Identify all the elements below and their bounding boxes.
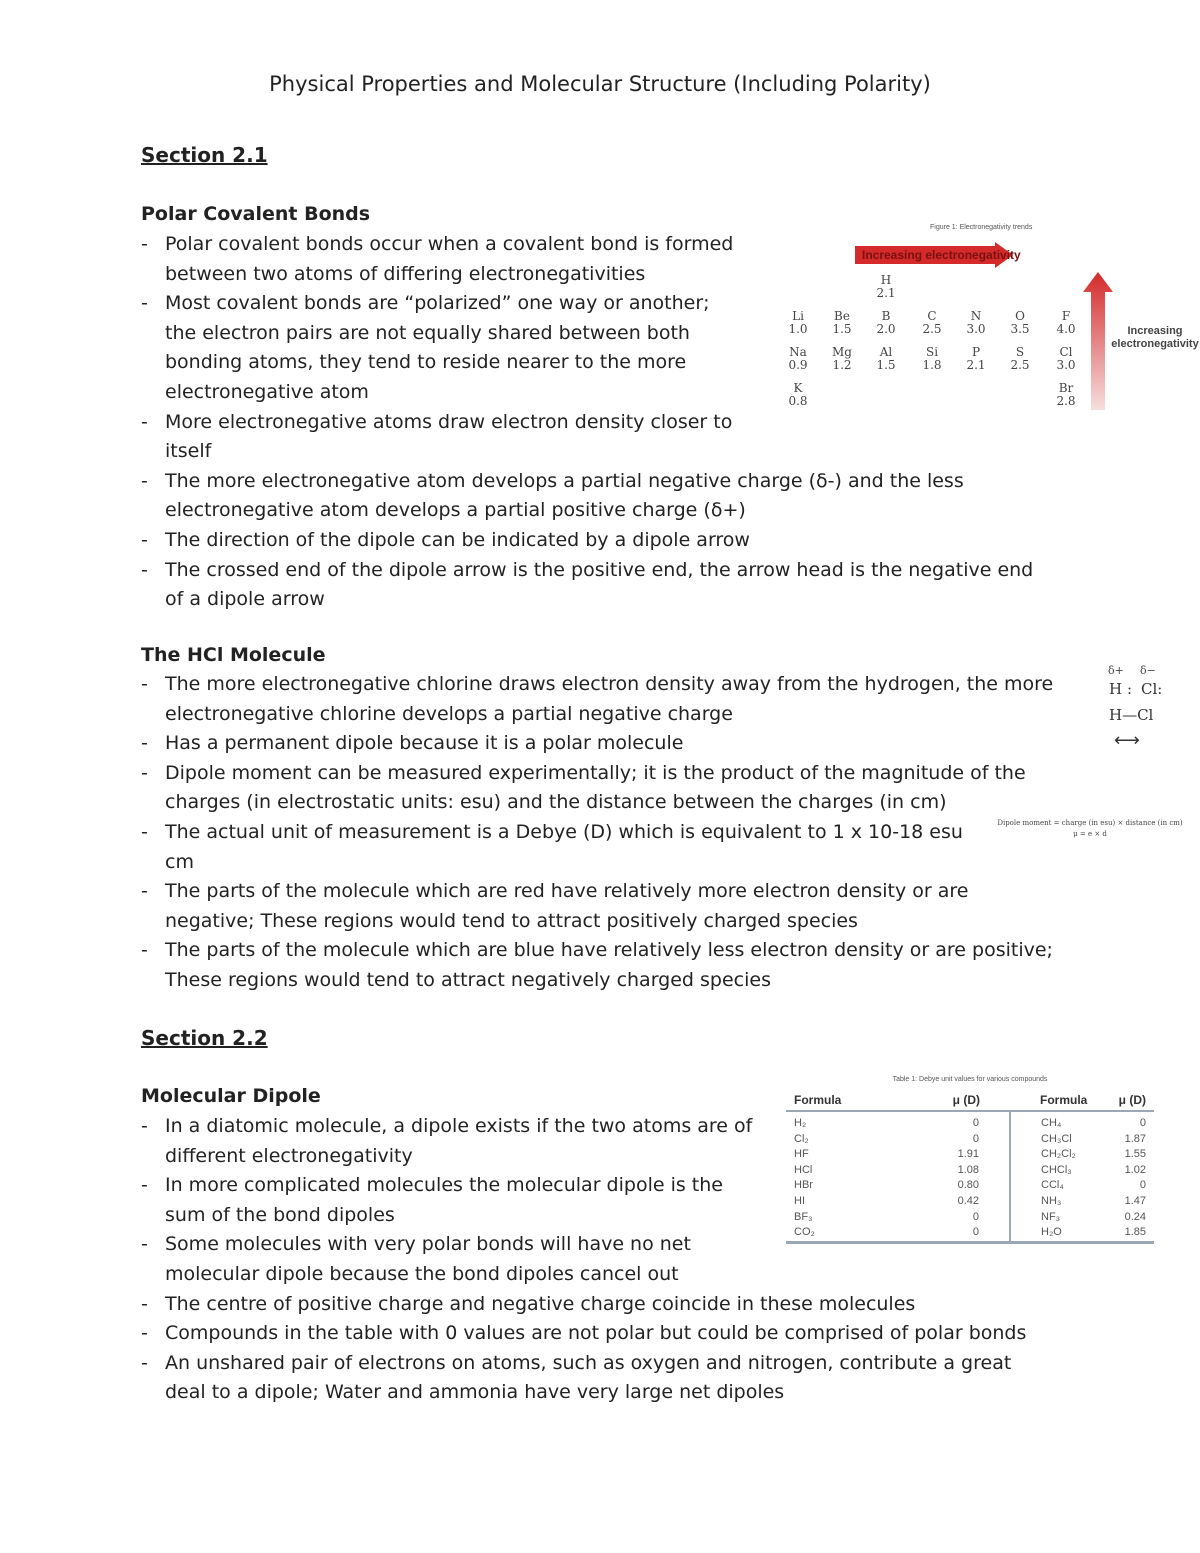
table-cell: H₂O: [1010, 1225, 1105, 1242]
table-cell: 1.02: [1124, 1163, 1146, 1176]
element-symbol: B: [881, 309, 891, 323]
dipole-formula-line2: μ = e × d: [1073, 830, 1107, 838]
polar-bonds-bullet-line: - Polar covalent bonds occur when a covalent bond is formed: [165, 233, 734, 255]
molecular-dipole-bullet-line: - In a diatomic molecule, a dipole exists if the two atoms are of: [165, 1115, 753, 1137]
table-cell: CHCl₃: [1010, 1163, 1105, 1179]
element-symbol: Br: [1058, 381, 1074, 395]
electronegativity-figure: [760, 222, 1200, 422]
table-cell: HF: [794, 1148, 809, 1161]
molecular-dipole-bullet: [141, 1349, 1141, 1408]
table-row: [786, 1178, 1154, 1194]
hcl-bullet: [141, 670, 1141, 729]
table-row: [786, 1163, 1154, 1179]
table-header-formula-1: Formula: [786, 1090, 902, 1111]
table-cell: CH₃Cl: [1010, 1132, 1105, 1148]
table-cell: 0: [1139, 1179, 1146, 1192]
table-cell: NH₃: [1010, 1194, 1105, 1210]
element-electronegativity: 2.1: [876, 286, 896, 300]
element-symbol: Cl: [1059, 345, 1073, 359]
dipole-formula: [990, 818, 1190, 840]
element-k: [778, 382, 818, 408]
table-cell: NF₃: [1010, 1210, 1105, 1226]
hcl-bullet-line: electronegative chlorine develops a partial negative charge: [165, 702, 733, 725]
debye-table-figure: [786, 1076, 1154, 1244]
polar-bonds-bullet-line: of a dipole arrow: [165, 588, 325, 611]
polar-bonds-bullet-line: between two atoms of differing electronegativities: [165, 262, 646, 285]
hcl-bullet-line: - The parts of the molecule which are red have relatively more electron density or are: [165, 880, 969, 903]
page-title: Physical Properties and Molecular Structure (Including Polarity): [269, 72, 931, 96]
element-symbol: C: [927, 309, 937, 323]
molecular-dipole-bullet-line: molecular dipole because the bond dipoles cancel out: [165, 1262, 679, 1285]
debye-table: [786, 1090, 1154, 1244]
hcl-bullet: [141, 877, 1141, 936]
hcl-bond: H—Cl: [1109, 706, 1154, 724]
section-2-2-heading: Section 2.2: [141, 1026, 268, 1050]
hcl-structure-figure: [1100, 664, 1200, 754]
vertical-arrow-label-line1: Increasing: [1127, 325, 1183, 337]
hcl-bullet-line: - The parts of the molecule which are blue have relatively less electron density or are positive;: [165, 939, 1053, 962]
table-cell: HCl: [794, 1163, 813, 1176]
table-header-mu-2: μ (D): [1105, 1090, 1154, 1111]
element-symbol: P: [971, 345, 981, 359]
hcl-bullet-line: - The more electronegative chlorine draws electron density away from the hydrogen, the more: [165, 673, 1054, 695]
polar-bonds-bullet-line: the electron pairs are not equally shared between both: [165, 321, 690, 344]
figure-caption: Figure 1: Electronegativity trends: [930, 224, 1033, 231]
table-cell: 0.42: [957, 1194, 979, 1207]
element-electronegativity: 1.0: [788, 322, 808, 336]
element-symbol: S: [1015, 345, 1025, 359]
element-li: [778, 310, 818, 336]
hcl-bullet-line: negative; These regions would tend to attract positively charged species: [165, 909, 858, 932]
element-electronegativity: 3.0: [1056, 358, 1076, 372]
molecular-dipole-bullet-line: - Some molecules with very polar bonds will have no net: [165, 1233, 691, 1256]
table-cell: 1.08: [957, 1163, 979, 1176]
table-header-row: [786, 1090, 1154, 1111]
element-electronegativity: 1.8: [922, 358, 942, 372]
element-symbol: O: [1015, 309, 1025, 323]
element-electronegativity: 1.5: [876, 358, 896, 372]
table-caption: Table 1: Debye unit values for various compounds: [892, 1076, 1048, 1083]
table-cell: 0.80: [957, 1179, 979, 1192]
table-row: [786, 1132, 1154, 1148]
polar-bonds-bullet-line: electronegative atom: [165, 380, 369, 403]
element-f: [1046, 310, 1086, 336]
element-electronegativity: 2.8: [1056, 394, 1076, 408]
element-b: [866, 310, 906, 336]
element-p: [956, 346, 996, 372]
element-electronegativity: 2.5: [1010, 358, 1030, 372]
element-symbol: Mg: [832, 345, 852, 359]
polar-bonds-bullet: [141, 556, 1141, 615]
lewis-h: H: [1109, 680, 1123, 698]
table-cell: 0: [972, 1117, 979, 1129]
table-cell: HI: [794, 1194, 805, 1207]
hcl-bullet-line: These regions would tend to attract negatively charged species: [165, 968, 771, 991]
hcl-molecule-heading: The HCl Molecule: [141, 644, 326, 666]
table-row: [786, 1147, 1154, 1163]
table-cell: 1.85: [1124, 1226, 1146, 1239]
polar-bonds-bullet: [141, 526, 1141, 556]
table-cell: 0: [972, 1226, 979, 1239]
table-cell: 1.55: [1124, 1148, 1146, 1161]
element-symbol: Be: [834, 309, 850, 323]
delta-minus-label: δ−: [1140, 664, 1156, 677]
table-row: [786, 1210, 1154, 1226]
element-electronegativity: 2.1: [966, 358, 986, 372]
section-2-1-heading: Section 2.1: [141, 143, 268, 167]
polar-bonds-bullet: [141, 467, 1141, 526]
vertical-arrow-label: [1110, 325, 1200, 351]
element-be: [822, 310, 862, 336]
molecular-dipole-heading: Molecular Dipole: [141, 1085, 321, 1107]
dipole-formula-line1: Dipole moment = charge (in esu) × distance (in cm): [997, 819, 1183, 827]
element-symbol: Li: [792, 309, 804, 323]
horizontal-arrow-label: Increasing electronegativity: [862, 248, 1021, 262]
molecular-dipole-bullet-line: - In more complicated molecules the molecular dipole is the: [165, 1174, 723, 1197]
hcl-bullet-line: - Has a permanent dipole because it is a polar molecule: [165, 732, 684, 755]
element-cl: [1046, 346, 1086, 372]
table-row: [786, 1225, 1154, 1242]
element-electronegativity: 3.5: [1010, 322, 1030, 336]
table-cell: 1.87: [1124, 1132, 1146, 1145]
element-al: [866, 346, 906, 372]
table-cell: 0: [972, 1132, 979, 1145]
element-h: [866, 274, 906, 300]
element-symbol: Al: [879, 345, 893, 359]
hcl-bullet: [141, 936, 1141, 995]
molecular-dipole-bullet: [141, 1319, 1141, 1349]
element-symbol: Si: [925, 345, 939, 359]
table-cell: 0: [1139, 1117, 1146, 1129]
element-na: [778, 346, 818, 372]
lewis-colon: :: [1127, 680, 1133, 698]
polar-bonds-bullet-line: - The direction of the dipole can be indicated by a dipole arrow: [165, 528, 750, 551]
table-header-formula-2: Formula: [1010, 1090, 1105, 1111]
element-electronegativity: 1.5: [832, 322, 852, 336]
element-symbol: F: [1061, 309, 1071, 323]
element-br: [1046, 382, 1086, 408]
molecular-dipole-bullet-line: deal to a dipole; Water and ammonia have very large net dipoles: [165, 1381, 785, 1404]
molecular-dipole-bullet-line: different electronegativity: [165, 1144, 413, 1167]
table-cell: H₂: [794, 1117, 807, 1129]
element-electronegativity: 2.0: [876, 322, 896, 336]
table-cell: CCl₄: [1010, 1178, 1105, 1194]
element-c: [912, 310, 952, 336]
molecular-dipole-bullet-line: - An unshared pair of electrons on atoms, such as oxygen and nitrogen, contribute a great: [165, 1351, 1012, 1374]
table-cell: 0: [972, 1210, 979, 1223]
hcl-bullet-line: charges (in electrostatic units: esu) and the distance between the charges (in cm): [165, 791, 947, 814]
hcl-bullet-line: cm: [165, 850, 194, 873]
table-row: [786, 1111, 1154, 1132]
element-electronegativity: 0.9: [788, 358, 808, 372]
polar-bonds-bullet-line: - The more electronegative atom develops a partial negative charge (δ-) and the less: [165, 469, 964, 492]
element-electronegativity: 1.2: [832, 358, 852, 372]
polar-covalent-bonds-heading: Polar Covalent Bonds: [141, 203, 371, 225]
polar-bonds-bullet-line: - More electronegative atoms draw electron density closer to: [165, 410, 733, 433]
table-header-mu-1: μ (D): [902, 1090, 1010, 1111]
element-symbol: K: [793, 381, 803, 395]
element-si: [912, 346, 952, 372]
polar-bonds-bullet-line: - The crossed end of the dipole arrow is the positive end, the arrow head is the negative end: [165, 558, 1034, 581]
vertical-arrow-label-line2: electronegativity: [1111, 338, 1199, 350]
polar-bonds-bullet-line: bonding atoms, they tend to reside nearer to the more: [165, 351, 687, 374]
table-cell: 0.24: [1124, 1210, 1146, 1223]
dipole-arrow-icon: ⟷: [1114, 730, 1140, 751]
table-row: [786, 1194, 1154, 1210]
molecular-dipole-bullet-line: - Compounds in the table with 0 values are not polar but could be comprised of polar bonds: [165, 1322, 1027, 1345]
element-mg: [822, 346, 862, 372]
hcl-bullet-line: - Dipole moment can be measured experimentally; it is the product of the magnitude of the: [165, 761, 1026, 784]
table-cell: HBr: [794, 1179, 813, 1192]
molecular-dipole-bullet: [141, 1290, 1141, 1320]
molecular-dipole-bullet-line: - The centre of positive charge and negative charge coincide in these molecules: [165, 1292, 916, 1315]
table-cell: Cl₂: [794, 1132, 809, 1145]
polar-bonds-bullet-line: itself: [165, 440, 212, 463]
element-s: [1000, 346, 1040, 372]
table-cell: 1.47: [1124, 1194, 1146, 1207]
element-electronegativity: 2.5: [922, 322, 942, 336]
element-electronegativity: 0.8: [788, 394, 808, 408]
hcl-bullet: [141, 729, 1141, 759]
hcl-bullet: [141, 759, 1141, 818]
table-cell: CO₂: [794, 1226, 815, 1239]
element-n: [956, 310, 996, 336]
polar-bonds-bullet-line: electronegative atom develops a partial positive charge (δ+): [165, 499, 746, 522]
element-symbol: N: [970, 309, 982, 323]
polar-bonds-bullet-line: - Most covalent bonds are “polarized” one way or another;: [165, 292, 710, 315]
table-cell: CH₂Cl₂: [1010, 1147, 1105, 1163]
element-symbol: Na: [789, 345, 807, 359]
table-cell: CH₄: [1010, 1111, 1105, 1132]
element-electronegativity: 4.0: [1056, 322, 1076, 336]
element-symbol: H: [880, 273, 892, 287]
table-cell: 1.91: [957, 1148, 979, 1161]
table-cell: BF₃: [794, 1210, 813, 1223]
hcl-bullet-line: - The actual unit of measurement is a Debye (D) which is equivalent to 1 x 10-18 esu: [165, 820, 963, 843]
delta-plus-label: δ+: [1108, 664, 1124, 677]
element-electronegativity: 3.0: [966, 322, 986, 336]
lewis-cl: Cl:: [1141, 680, 1163, 698]
molecular-dipole-bullet-line: sum of the bond dipoles: [165, 1203, 395, 1226]
vertical-arrow-icon: [1083, 272, 1113, 412]
element-o: [1000, 310, 1040, 336]
